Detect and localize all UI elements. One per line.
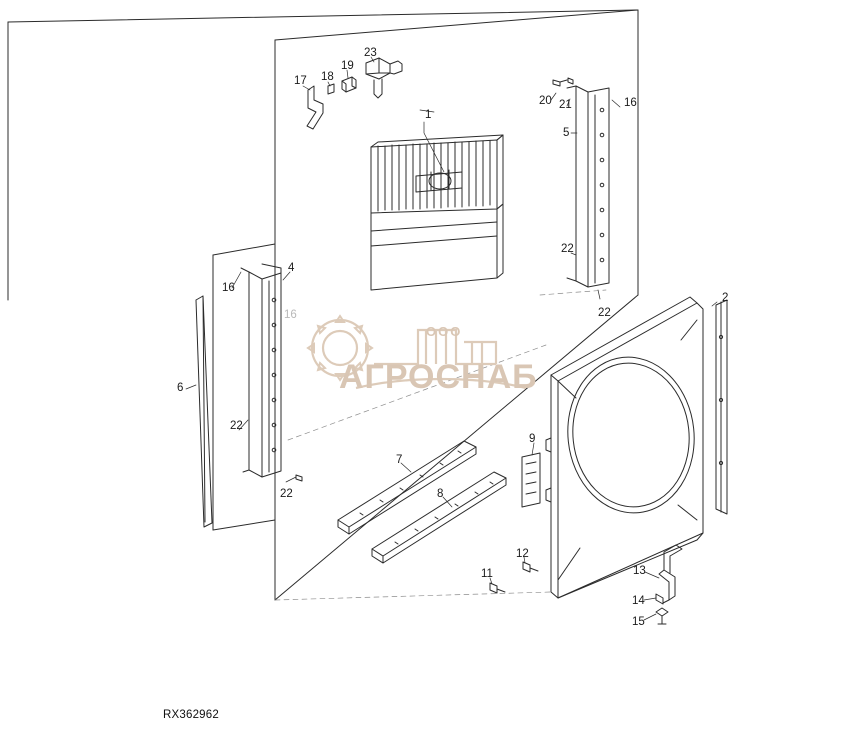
- fitting-item-19: [342, 77, 356, 92]
- seal-strip-item-6: [196, 296, 212, 527]
- washer-item-18: [328, 84, 334, 94]
- callout-5: 5: [563, 127, 570, 139]
- strip-item-7: [338, 441, 476, 534]
- callout-1: 1: [425, 109, 432, 121]
- dashed-guides: [275, 290, 606, 600]
- callout-9: 9: [529, 433, 536, 445]
- watermark-company-name: АГРОСНАБ: [339, 358, 538, 396]
- callout-21: 21: [559, 99, 572, 111]
- callout-4: 4: [288, 262, 295, 274]
- seal-strip-item-2: [716, 300, 727, 514]
- bracket-item-17: [307, 86, 323, 129]
- callout-16-faint: 16: [284, 309, 297, 321]
- callout-22-c: 22: [561, 243, 574, 255]
- callout-6: 6: [177, 382, 184, 394]
- callout-17: 17: [294, 75, 307, 87]
- callout-19: 19: [341, 60, 354, 72]
- bracket-item-4: [241, 264, 302, 481]
- bracket-item-13: [656, 545, 682, 624]
- fitting-item-23: [366, 58, 402, 98]
- callout-13: 13: [633, 565, 646, 577]
- watermark-company-type: ООО: [426, 324, 463, 339]
- callout-22-b: 22: [280, 488, 293, 500]
- callout-14: 14: [632, 595, 645, 607]
- fan-shroud: [546, 297, 703, 598]
- callout-8: 8: [437, 488, 444, 500]
- callout-22-a: 22: [230, 420, 243, 432]
- callout-7: 7: [396, 454, 403, 466]
- callout-11: 11: [481, 568, 493, 580]
- callout-20: 20: [539, 95, 552, 107]
- diagram-part-number: RX362962: [163, 709, 219, 721]
- callout-16-right: 16: [624, 97, 637, 109]
- callout-22-d: 22: [598, 307, 611, 319]
- plate-item-9: [522, 453, 540, 507]
- callout-15: 15: [632, 616, 645, 628]
- bolt-item-11: [490, 583, 505, 593]
- bolt-item-12: [523, 562, 538, 572]
- callout-18: 18: [321, 71, 334, 83]
- callout-16-left: 16: [222, 282, 235, 294]
- callout-23: 23: [364, 47, 377, 59]
- callout-2: 2: [722, 292, 729, 304]
- leader-lines: [186, 57, 717, 620]
- callout-12: 12: [516, 548, 529, 560]
